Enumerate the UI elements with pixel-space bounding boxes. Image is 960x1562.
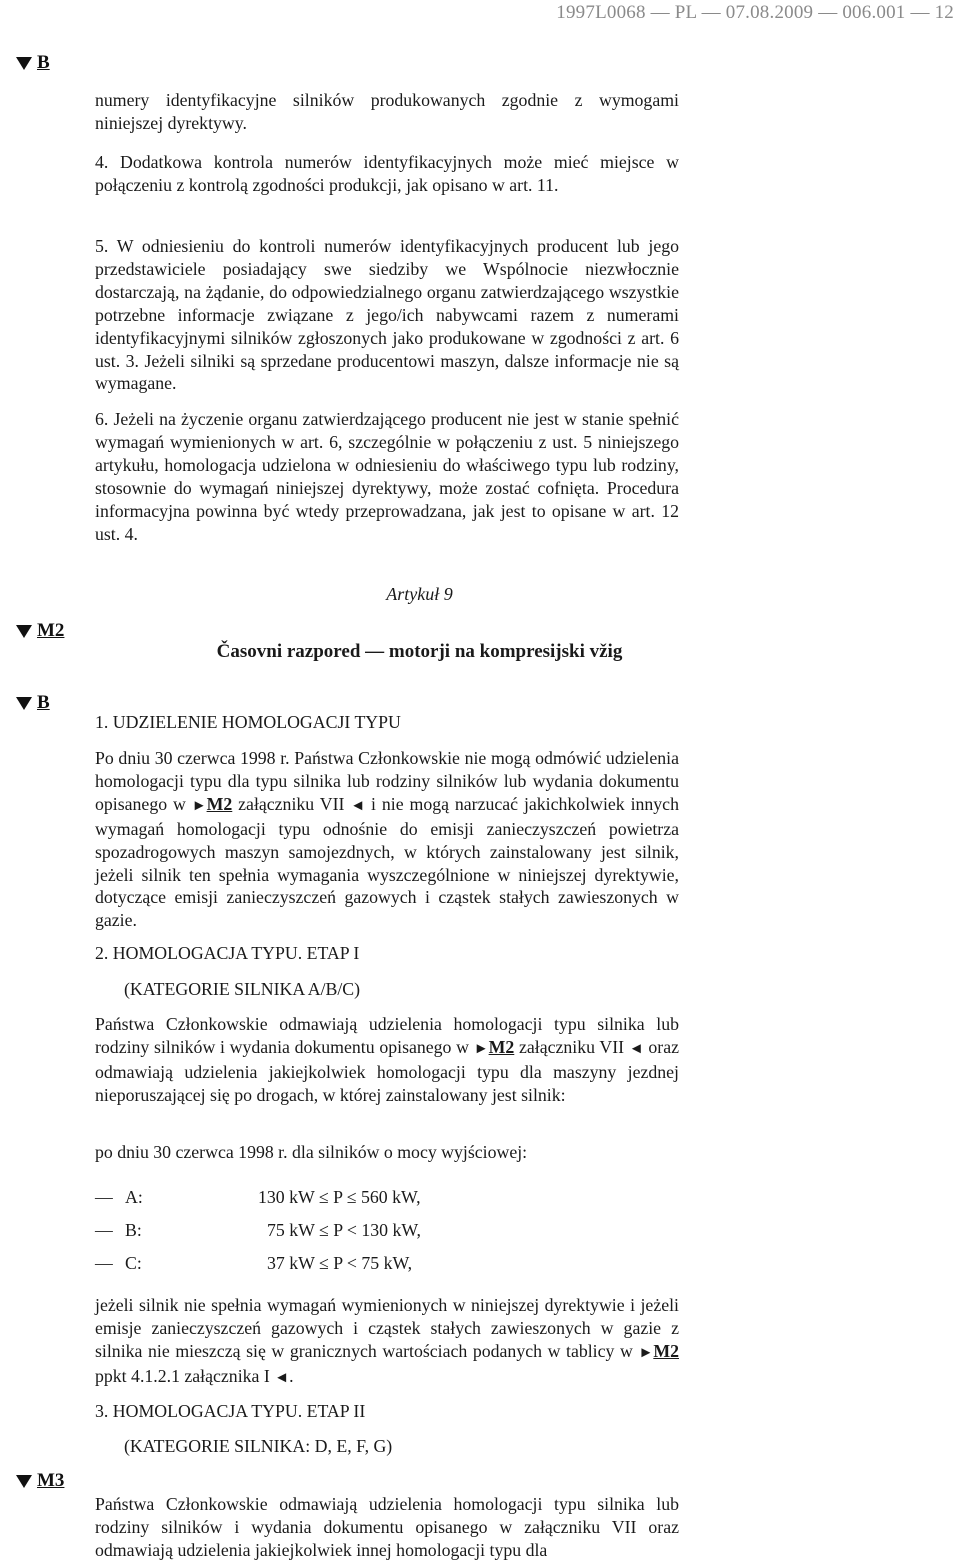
paragraph-5: 5. W odniesieniu do kontroli numerów identyfikacyjnych producent lub jego przedstawiciele posiadający swe siedziby we Wspólnocie niezwłocznie dostarczają, na żądanie, do odpowiedzialnego organu zatwierdzającego wszystkie potrzebne informacje związane z jego/ich nabywcami razem z numerami identyfikacyjnymi silników zgłoszonych jako produkowane w zgodności z art. 6 ust. 3. Jeżeli silniki są sprzedane producentowi maszyn, dalsze informacje nie są wymagane. [95,236,679,394]
paragraph-continuation: numery identyfikacyjne silników produkowanych zgodnie z wymogami niniejszej dyrektywy. [95,90,679,133]
date-condition: po dniu 30 czerwca 1998 r. dla silników o mocy wyjściowej: [95,1142,528,1162]
paragraph-4: 4. Dodatkowa kontrola numerów identyfikacyjnych może mieć miejsce w połączeniu z kontrolą zgodności produkcji, jak opisano w art. 11. [95,152,679,195]
section-2-text: Państwa Członkowskie odmawiają udzielenia homologacji typu silnika lub rodziny silników i wydania dokumentu opisanego w ►M2 załączniku VII ◄ oraz odmawiają udzielenia jakiejkolwiek homologacji typu dla maszyny jezdnej nieporuszającej się po drogach, w której zainstalowany jest silnik: [95,1014,680,1105]
marker-label: B [37,52,50,73]
arrow-right-icon: ► [473,1040,489,1057]
condition-text: jeżeli silnik nie spełnia wymagań wymienionych w niniejszej dyrektywie i jeżeli emisje zanieczyszczeń gazowych i cząstek stałych zawieszonych w gazie z silnika nie mieszczą się w granicznych wartościach podanych w tablicy w ►M2 ppkt 4.1.2.1 załącznika I ◄. [95,1295,679,1386]
section-2-subheading: (KATEGORIE SILNIKA A/B/C) [124,979,361,999]
down-triangle-icon [16,57,32,70]
arrow-right-icon: ► [191,797,207,814]
section-3-text: Państwa Członkowskie odmawiają udzielenia homologacji typu silnika lub rodziny silników i wydania dokumentu opisanego w załączniku VII oraz odmawiają udzielenia jakiejkolwiek innej homologacji typu dla [95,1494,679,1560]
amendment-marker-b [16,52,50,74]
amendment-reference: M2 [206,793,233,814]
category-label: A: [125,1187,143,1207]
article-label: Artykuł 9 [386,584,453,604]
down-triangle-icon [16,625,32,638]
document-header: 1997L0068 — PL — 07.08.2009 — 006.001 — 12 [556,2,954,23]
amendment-marker-m3 [16,1470,64,1492]
arrow-right-icon: ► [638,1344,654,1361]
power-range: 75 kW ≤ P < 130 kW, [267,1220,421,1240]
article-title: Časovni razpored — motorji na kompresijski vžig [216,641,623,662]
list-dash: — [95,1253,113,1273]
arrow-left-icon: ◄ [628,1040,644,1057]
down-triangle-icon [16,1475,32,1488]
amendment-marker-m2 [16,620,64,642]
paragraph-6: 6. Jeżeli na życzenie organu zatwierdzającego producent nie jest w stanie spełnić wymagań wymienionych w art. 6, szczególnie w połączeniu z ust. 5 niniejszego artykułu, homologacja udzielona w odniesieniu do właściwego typu lub rodziny, stosownie do wymagań niniejszej dyrektywy, może zostać cofnięta. Procedura informacyjna powinna być wtedy przeprowadzana, jak jest to opisane w art. 12 ust. 4. [95,409,679,544]
list-dash: — [95,1187,113,1207]
list-dash: — [95,1220,113,1240]
amendment-reference: M2 [488,1036,515,1057]
section-3-heading: 3. HOMOLOGACJA TYPU. ETAP II [95,1401,366,1421]
power-range: 37 kW ≤ P < 75 kW, [267,1253,413,1273]
marker-label: M2 [37,620,65,641]
amendment-marker-b-2 [16,692,50,714]
section-1-heading: 1. UDZIELENIE HOMOLOGACJI TYPU [95,712,401,732]
arrow-left-icon: ◄ [274,1369,290,1386]
section-2-heading: 2. HOMOLOGACJA TYPU. ETAP I [95,943,360,963]
arrow-left-icon: ◄ [350,797,366,814]
section-3-subheading: (KATEGORIE SILNIKA: D, E, F, G) [124,1436,393,1456]
power-range: 130 kW ≤ P ≤ 560 kW, [258,1187,421,1207]
category-label: C: [125,1253,142,1273]
down-triangle-icon [16,697,32,710]
amendment-reference: M2 [653,1340,679,1361]
marker-label: M3 [37,1470,65,1491]
category-label: B: [125,1220,142,1240]
marker-label: B [37,692,50,713]
section-1-text: Po dniu 30 czerwca 1998 r. Państwa Członkowskie nie mogą odmówić udzielenia homologacji typu dla typu silnika lub rodziny silników lub wydania dokumentu opisanego w ►M2 załączniku VII ◄ i nie mogą narzucać jakichkolwiek innych wymagań homologacji typu odnośnie do emisji zanieczyszczeń powietrza spozadrogowych maszyn samojezdnych, w których zainstalowany jest silnik, jeżeli silnik ten spełnia wymagania wyszczególnione w niniejszej dyrektywie, dotyczące emisji zanieczyszczeń gazowych i cząstek stałych zawieszonych w gazie. [95,748,679,931]
